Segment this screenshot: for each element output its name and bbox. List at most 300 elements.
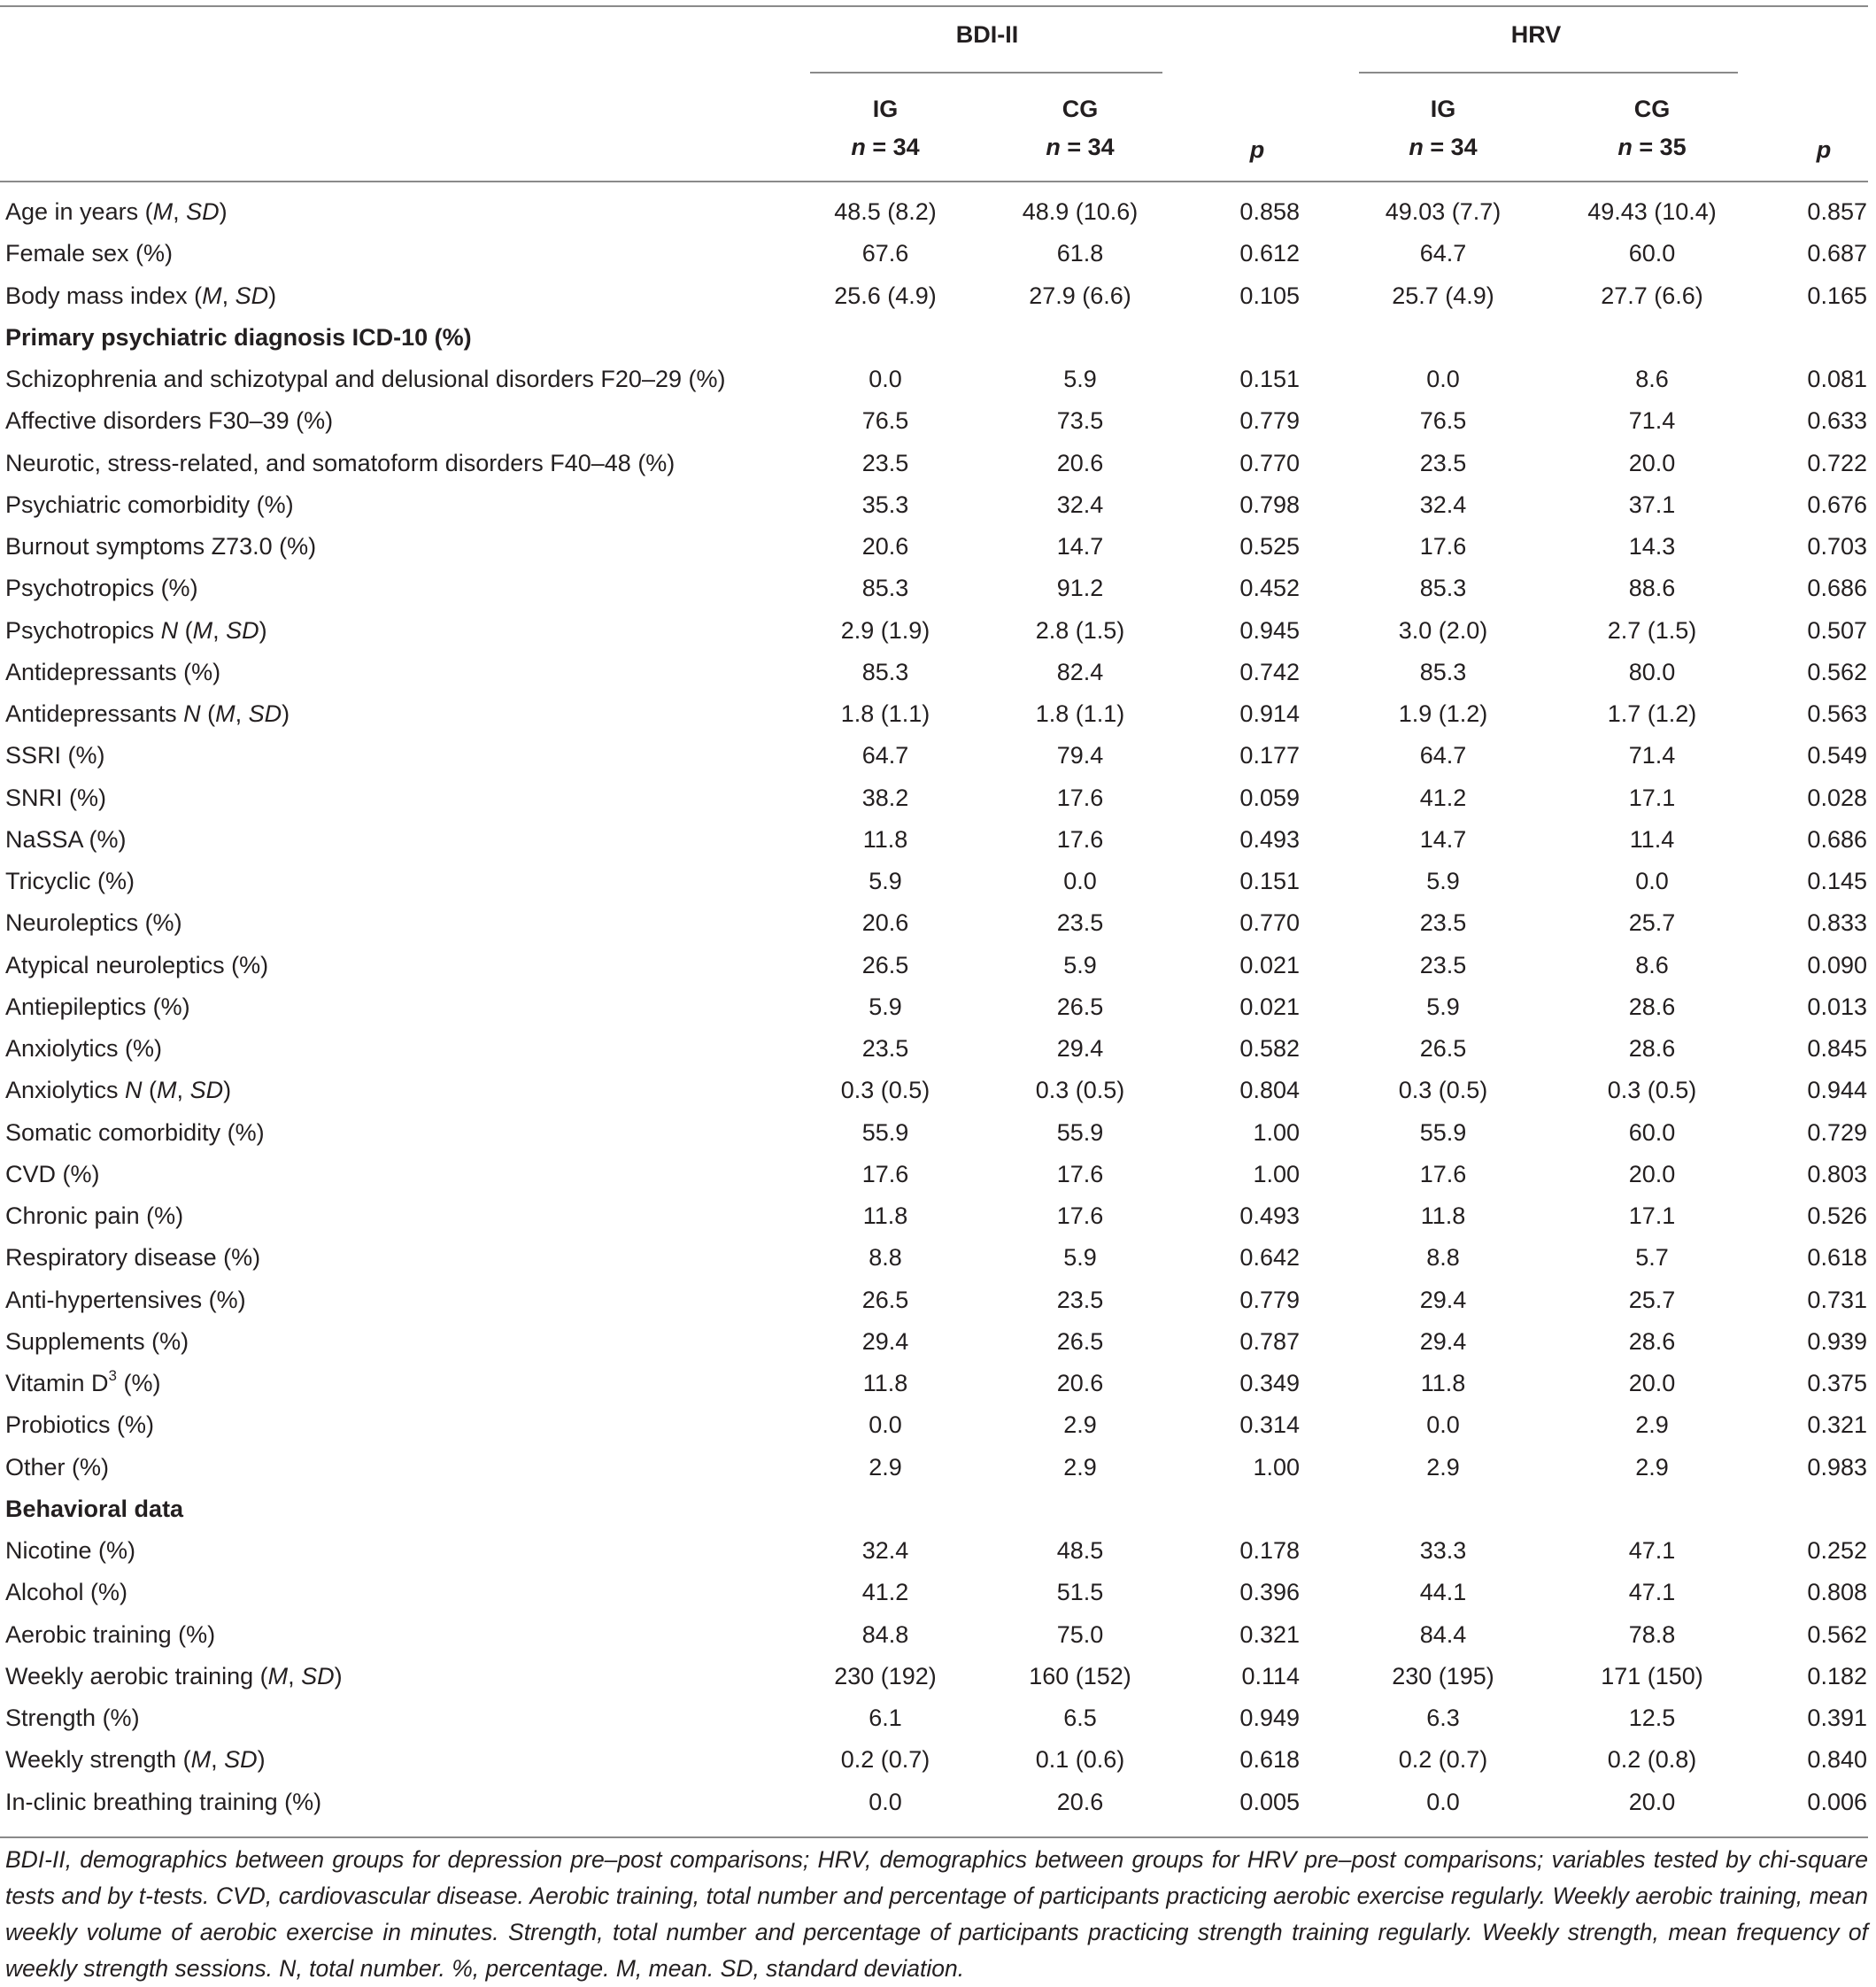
p-value-cell: 0.703 [1807,533,1867,560]
row-label: Age in years (M, SD) [5,198,228,225]
col-group-label: IG [872,96,899,122]
row-label: Anxiolytics (%) [5,1035,163,1062]
p-value-cell: 1.00 [1253,1118,1300,1146]
section-label: Primary psychiatric diagnosis ICD-10 (%) [5,323,472,351]
value-cell: 44.1 [1419,1579,1467,1606]
table-row [0,526,1876,568]
value-cell: 26.5 [1056,993,1104,1020]
n-prefix: n [1409,134,1424,160]
p-value-cell: 0.252 [1807,1537,1867,1564]
p-value-cell: 0.642 [1239,1244,1300,1272]
value-cell: 20.0 [1628,1370,1676,1396]
value-cell: 6.1 [869,1705,902,1731]
table-row [0,1237,1876,1279]
p-value-cell: 0.021 [1239,951,1300,978]
value-cell: 20.6 [1056,449,1104,476]
value-cell: 5.9 [1063,366,1097,392]
table-row [0,945,1876,986]
value-cell: 64.7 [1419,240,1467,267]
n-prefix: n [1046,134,1061,160]
value-cell: 1.8 (1.1) [840,700,930,727]
value-cell: 55.9 [1056,1118,1104,1146]
row-label: Weekly strength (M, SD) [5,1746,266,1774]
p-value-cell: 0.145 [1807,868,1867,894]
table-row [0,1070,1876,1111]
value-cell: 11.8 [1420,1202,1466,1229]
value-cell: 0.3 (0.5) [1035,1077,1125,1104]
value-cell: 37.1 [1628,491,1676,518]
row-label: Respiratory disease (%) [5,1244,261,1272]
p-value-cell: 0.840 [1807,1746,1867,1774]
value-cell: 33.3 [1419,1537,1467,1564]
p-value-cell: 1.00 [1253,1453,1300,1481]
value-cell: 25.7 [1628,1286,1676,1313]
row-label: CVD (%) [5,1160,100,1187]
value-cell: 5.9 [869,993,902,1020]
p-value-cell: 0.582 [1239,1035,1300,1062]
value-cell: 85.3 [1419,658,1467,685]
value-cell: 11.8 [1420,1370,1466,1396]
value-cell: 0.3 (0.5) [1398,1077,1488,1104]
value-cell: 28.6 [1628,1327,1676,1355]
value-cell: 64.7 [861,742,909,769]
value-cell: 1.8 (1.1) [1035,700,1125,727]
table-row [0,610,1876,652]
value-cell: 6.5 [1063,1705,1097,1731]
value-cell: 82.4 [1056,658,1104,685]
n-equals: = [865,134,893,160]
p-value-cell: 0.939 [1807,1327,1867,1355]
value-cell: 25.6 (4.9) [834,282,937,309]
value-cell: 5.9 [1426,993,1460,1020]
value-cell: 26.5 [861,1286,909,1313]
value-cell: 41.2 [1419,784,1467,811]
p-value-cell: 0.375 [1807,1370,1867,1396]
value-cell: 91.2 [1056,575,1104,602]
value-cell: 1.7 (1.2) [1607,700,1697,727]
p-label: p [1816,136,1832,163]
value-cell: 14.7 [1056,533,1104,560]
section-row [0,1488,1876,1530]
p-value-cell: 0.165 [1807,282,1867,309]
p-value-cell: 0.563 [1807,700,1867,727]
value-cell: 0.0 [869,1788,902,1815]
table-row [0,1656,1876,1697]
col-n: 34 [1087,134,1115,160]
value-cell: 14.7 [1419,825,1467,853]
p-value-cell: 0.618 [1807,1244,1867,1272]
p-value-cell: 0.729 [1807,1118,1867,1146]
row-label: Other (%) [5,1453,110,1481]
row-label: Body mass index (M, SD) [5,282,277,309]
table-row [0,443,1876,484]
p-value-cell: 0.770 [1239,449,1300,476]
value-cell: 17.1 [1628,1202,1676,1229]
p-value-cell: 0.178 [1239,1537,1300,1564]
p-value-cell: 0.396 [1239,1579,1300,1606]
p-value-cell: 0.349 [1239,1370,1300,1396]
p-value-cell: 0.005 [1239,1788,1300,1815]
row-label: Affective disorders F30–39 (%) [5,407,334,435]
value-cell: 230 (195) [1392,1662,1494,1689]
section-row [0,317,1876,359]
value-cell: 11.8 [862,1370,908,1396]
value-cell: 20.0 [1628,449,1676,476]
value-cell: 49.43 (10.4) [1587,198,1717,225]
p-value-cell: 0.686 [1807,825,1867,853]
row-label: Anti-hypertensives (%) [5,1286,246,1313]
table-row [0,1782,1876,1823]
p-value-cell: 0.507 [1807,616,1867,644]
table-row [0,1321,1876,1363]
row-label: Somatic comorbidity (%) [5,1118,265,1146]
table-row [0,1530,1876,1572]
col-group-label: IG [1430,96,1456,122]
p-value-cell: 0.021 [1239,993,1300,1020]
p-value-cell: 0.526 [1807,1202,1867,1229]
col-n: 34 [1450,134,1478,160]
value-cell: 11.4 [1629,825,1675,853]
value-cell: 11.8 [862,1202,908,1229]
value-cell: 8.8 [869,1244,902,1272]
col-header-bdi-cg [992,96,1169,161]
p-value-cell: 0.090 [1807,951,1867,978]
p-value-cell: 0.549 [1807,742,1867,769]
p-value-cell: 0.944 [1807,1077,1867,1104]
value-cell: 2.8 (1.5) [1035,616,1125,644]
row-label: Weekly aerobic training (M, SD) [5,1662,343,1689]
value-cell: 160 (152) [1029,1662,1131,1689]
p-value-cell: 0.857 [1807,198,1867,225]
value-cell: 0.0 [1063,868,1097,894]
value-cell: 71.4 [1628,407,1676,435]
table-row [0,1572,1876,1613]
row-label: Anxiolytics N (M, SD) [5,1077,232,1104]
value-cell: 17.6 [1056,1202,1104,1229]
row-label: Psychotropics N (M, SD) [5,616,267,644]
value-cell: 20.6 [1056,1788,1104,1815]
value-cell: 60.0 [1628,240,1676,267]
col-header-bdi-ig [797,96,974,161]
value-cell: 0.0 [1426,1788,1460,1815]
p-value-cell: 0.151 [1239,868,1300,894]
value-cell: 23.5 [861,449,909,476]
value-cell: 20.6 [1056,1370,1104,1396]
p-value-cell: 0.314 [1239,1411,1300,1439]
n-equals: = [1423,134,1451,160]
p-value-cell: 0.945 [1239,616,1300,644]
p-value-cell: 0.686 [1807,575,1867,602]
row-label: Antidepressants (%) [5,658,221,685]
value-cell: 0.1 (0.6) [1035,1746,1125,1774]
n-equals: = [1060,134,1088,160]
value-cell: 0.0 [1426,366,1460,392]
p-value-cell: 0.676 [1807,491,1867,518]
table-row [0,400,1876,442]
value-cell: 171 (150) [1601,1662,1703,1689]
row-label: Chronic pain (%) [5,1202,184,1229]
value-cell: 0.0 [1635,868,1669,894]
value-cell: 2.9 [869,1453,902,1481]
row-label: NaSSA (%) [5,825,127,853]
p-value-cell: 0.493 [1239,1202,1300,1229]
group-header-hrv: HRV [1510,21,1562,48]
col-n: 35 [1659,134,1687,160]
value-cell: 55.9 [1419,1118,1467,1146]
p-value-cell: 0.182 [1807,1662,1867,1689]
value-cell: 0.2 (0.7) [1398,1746,1488,1774]
p-value-cell: 0.006 [1807,1788,1867,1815]
row-label: Strength (%) [5,1705,140,1731]
table-row [0,735,1876,777]
table-row [0,484,1876,526]
p-value-cell: 0.804 [1239,1077,1300,1104]
p-value-cell: 0.562 [1807,1620,1867,1648]
row-label: SSRI (%) [5,742,105,769]
p-value-cell: 0.770 [1239,909,1300,937]
row-label: SNRI (%) [5,784,106,811]
value-cell: 47.1 [1628,1537,1676,1564]
p-value-cell: 0.722 [1807,449,1867,476]
row-label: Antiepileptics (%) [5,993,190,1020]
row-label: In-clinic breathing training (%) [5,1788,322,1815]
p-value-cell: 0.612 [1239,240,1300,267]
row-label: Antidepressants N (M, SD) [5,700,290,727]
value-cell: 64.7 [1419,742,1467,769]
value-cell: 23.5 [1419,449,1467,476]
p-value-cell: 0.452 [1239,575,1300,602]
p-value-cell: 0.321 [1807,1411,1867,1439]
value-cell: 0.2 (0.8) [1607,1746,1697,1774]
n-prefix: n [851,134,866,160]
row-label: Vitamin $D^3$ (%) [5,1367,161,1396]
value-cell: 84.8 [861,1620,909,1648]
value-cell: 84.4 [1419,1620,1467,1648]
p-value-cell: 0.858 [1239,198,1300,225]
value-cell: 5.9 [1063,951,1097,978]
group-rule-bdi [810,72,1162,73]
row-label: Female sex (%) [5,240,174,267]
table-row [0,1447,1876,1488]
p-value-cell: 0.845 [1807,1035,1867,1062]
table-row [0,191,1876,233]
table-row [0,1739,1876,1781]
p-value-cell: 1.00 [1253,1160,1300,1187]
col-group-label: CG [1633,96,1671,122]
value-cell: 85.3 [861,575,909,602]
value-cell: 6.3 [1426,1705,1460,1731]
value-cell: 28.6 [1628,993,1676,1020]
p-label: p [1249,136,1265,163]
top-rule [0,5,1868,7]
p-value-cell: 0.808 [1807,1579,1867,1606]
value-cell: 27.9 (6.6) [1029,282,1131,309]
p-value-cell: 0.687 [1807,240,1867,267]
value-cell: 0.3 (0.5) [840,1077,930,1104]
p-value-cell: 0.391 [1807,1705,1867,1731]
table-row [0,359,1876,400]
value-cell: 17.6 [861,1160,909,1187]
value-cell: 17.6 [1056,825,1104,853]
table-row [0,1404,1876,1446]
p-value-cell: 0.028 [1807,784,1867,811]
p-value-cell: 0.525 [1239,533,1300,560]
p-value-cell: 0.562 [1807,658,1867,685]
value-cell: 2.9 [1063,1411,1097,1439]
value-cell: 2.7 (1.5) [1607,616,1697,644]
row-label: Aerobic training (%) [5,1620,216,1648]
value-cell: 49.03 (7.7) [1385,198,1502,225]
value-cell: 48.9 (10.6) [1022,198,1139,225]
value-cell: 28.6 [1628,1035,1676,1062]
table-row [0,986,1876,1028]
table-footnote: BDI-II, demographics between groups for depression pre–post comparisons; HRV, demographics between groups for HRV pre–post comparisons; variables tested by chi-square tests and by t-tests. CVD, cardiovascular disease. Aerobic training, total number and percentage of participants practicing aerobic exercise regularly. Weekly aerobic training, mean weekly volume of aerobic exercise in minutes. Strength, total number and percentage of participants practicing strength training regularly. Weekly strength, mean frequency of weekly strength sessions. N, total number. %, percentage. M, mean. SD, standard deviation. [5,1846,1868,1982]
section-label: Behavioral data [5,1495,184,1522]
value-cell: 76.5 [861,407,909,435]
table-row [0,693,1876,735]
value-cell: 17.6 [1056,1160,1104,1187]
value-cell: 48.5 [1056,1537,1104,1564]
table-row [0,652,1876,693]
col-header-hrv-ig [1355,96,1532,161]
value-cell: 23.5 [861,1035,909,1062]
p-value-cell: 0.787 [1239,1327,1300,1355]
value-cell: 230 (192) [834,1662,937,1689]
value-cell: 29.4 [1056,1035,1104,1062]
value-cell: 29.4 [861,1327,909,1355]
value-cell: 0.0 [1426,1411,1460,1439]
value-cell: 23.5 [1056,909,1104,937]
row-label: Alcohol (%) [5,1579,128,1606]
p-value-cell: 0.151 [1239,366,1300,392]
table-row [0,1154,1876,1195]
n-prefix: n [1617,134,1633,160]
row-label: Burnout symptoms Z73.0 (%) [5,533,317,560]
value-cell: 85.3 [861,658,909,685]
value-cell: 17.1 [1628,784,1676,811]
value-cell: 23.5 [1419,951,1467,978]
value-cell: 11.8 [862,825,908,853]
table-row [0,861,1876,902]
table-row [0,1028,1876,1070]
p-value-cell: 0.059 [1239,784,1300,811]
value-cell: 61.8 [1056,240,1104,267]
value-cell: 32.4 [1056,491,1104,518]
value-cell: 5.9 [1426,868,1460,894]
value-cell: 25.7 [1628,909,1676,937]
value-cell: 3.0 (2.0) [1398,616,1488,644]
value-cell: 26.5 [861,951,909,978]
p-value-cell: 0.013 [1807,993,1867,1020]
table-row [0,568,1876,609]
p-value-cell: 0.618 [1239,1746,1300,1774]
p-value-cell: 0.914 [1239,700,1300,727]
value-cell: 48.5 (8.2) [834,198,937,225]
value-cell: 73.5 [1056,407,1104,435]
p-value-cell: 0.798 [1239,491,1300,518]
value-cell: 67.6 [861,240,909,267]
value-cell: 88.6 [1628,575,1676,602]
footnote-rule [0,1836,1868,1838]
table-row [0,902,1876,944]
value-cell: 55.9 [861,1118,909,1146]
value-cell: 47.1 [1628,1579,1676,1606]
value-cell: 25.7 (4.9) [1392,282,1494,309]
col-header-hrv-p [1779,136,1868,164]
p-value-cell: 0.493 [1239,825,1300,853]
value-cell: 0.0 [869,366,902,392]
value-cell: 17.6 [1419,1160,1467,1187]
value-cell: 2.9 [1426,1453,1460,1481]
value-cell: 0.3 (0.5) [1607,1077,1697,1104]
col-header-bdi-p [1213,136,1301,164]
table-row [0,1614,1876,1656]
group-rule-hrv [1359,72,1738,73]
value-cell: 5.9 [869,868,902,894]
table-row [0,1195,1876,1237]
col-n: 34 [892,134,920,160]
value-cell: 29.4 [1419,1286,1467,1313]
value-cell: 20.6 [861,533,909,560]
p-value-cell: 0.983 [1807,1453,1867,1481]
value-cell: 20.0 [1628,1788,1676,1815]
value-cell: 2.9 (1.9) [840,616,930,644]
p-value-cell: 0.081 [1807,366,1867,392]
p-value-cell: 0.779 [1239,1286,1300,1313]
value-cell: 78.8 [1628,1620,1676,1648]
value-cell: 41.2 [861,1579,909,1606]
row-label: Psychotropics (%) [5,575,198,602]
value-cell: 60.0 [1628,1118,1676,1146]
value-cell: 23.5 [1419,909,1467,937]
value-cell: 38.2 [861,784,909,811]
p-value-cell: 0.321 [1239,1620,1300,1648]
value-cell: 8.6 [1635,366,1669,392]
p-value-cell: 0.833 [1807,909,1867,937]
value-cell: 2.9 [1063,1453,1097,1481]
table-row [0,275,1876,317]
value-cell: 8.8 [1426,1244,1460,1272]
row-label: Probiotics (%) [5,1411,155,1439]
value-cell: 51.5 [1056,1579,1104,1606]
value-cell: 1.9 (1.2) [1398,700,1488,727]
row-label: Schizophrenia and schizotypal and delusional disorders F20–29 (%) [5,366,726,392]
value-cell: 29.4 [1419,1327,1467,1355]
row-label: Neurotic, stress-related, and somatoform disorders F40–48 (%) [5,449,676,476]
table-row [0,819,1876,861]
group-header-bdi: BDI-II [955,21,1019,48]
table-row [0,233,1876,274]
value-cell: 79.4 [1056,742,1104,769]
value-cell: 0.2 (0.7) [840,1746,930,1774]
col-group-label: CG [1062,96,1099,122]
n-equals: = [1632,134,1660,160]
p-value-cell: 0.114 [1241,1662,1300,1689]
value-cell: 76.5 [1419,407,1467,435]
value-cell: 12.5 [1628,1705,1676,1731]
row-label: Neuroleptics (%) [5,909,182,937]
p-value-cell: 0.633 [1807,407,1867,435]
value-cell: 8.6 [1635,951,1669,978]
value-cell: 0.0 [869,1411,902,1439]
value-cell: 20.0 [1628,1160,1676,1187]
p-value-cell: 0.742 [1239,658,1300,685]
value-cell: 20.6 [861,909,909,937]
value-cell: 2.9 [1635,1453,1669,1481]
value-cell: 5.7 [1635,1244,1669,1272]
col-header-hrv-cg [1563,96,1741,161]
value-cell: 32.4 [861,1537,909,1564]
